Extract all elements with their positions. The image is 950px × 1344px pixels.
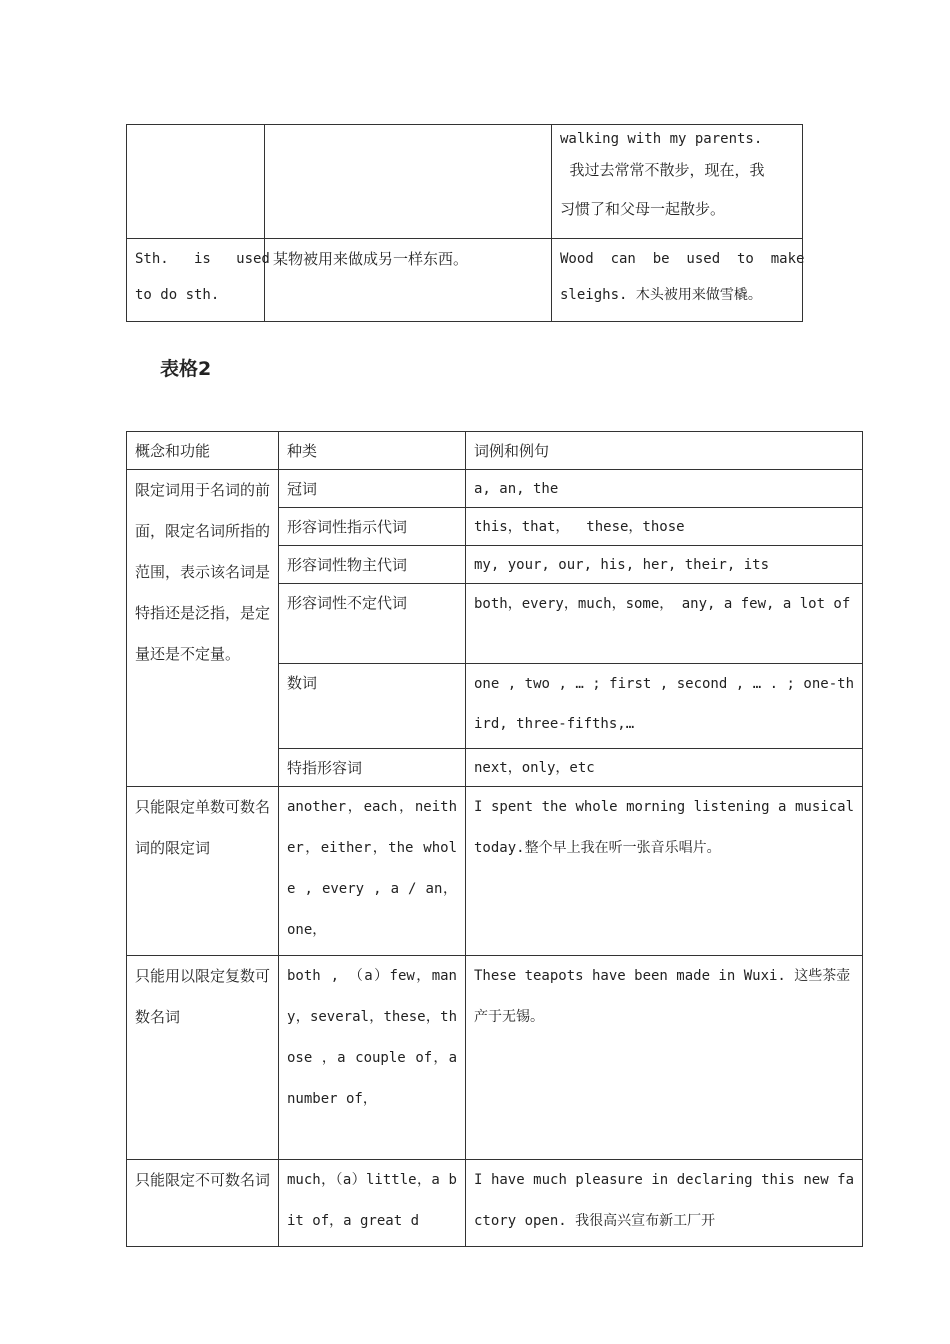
example-cell: both，every，much，some， any, a few, a lot of — [466, 584, 863, 664]
kind-cell: another，each，neither，either，the whole , every , a / an，one， — [279, 787, 466, 956]
example-cell: one , two , … ; first , second , … . ; one-third, three-fifths,… — [466, 664, 863, 749]
table-header-row — [127, 432, 863, 470]
kind-cell: 数词 — [279, 664, 466, 749]
table-row — [127, 1160, 863, 1247]
example-cell: I spent the whole morning listening a musical today.整个早上我在听一张音乐唱片。 — [466, 787, 863, 956]
cell-text: 我过去常常不散步，现在，我 — [560, 161, 765, 179]
table-cell — [127, 239, 270, 322]
cell-text: sleighs. 木头被用来做雪橇。 — [560, 287, 762, 303]
table-cell — [265, 125, 552, 239]
cell-text: to do sth. — [135, 287, 220, 303]
kind-cell: 特指形容词 — [279, 749, 466, 787]
example-cell: a, an, the — [466, 470, 863, 508]
kind-cell: 形容词性物主代词 — [279, 546, 466, 584]
example-cell: my, your, our, his, her, their, its — [466, 546, 863, 584]
table-row — [127, 956, 863, 1160]
table-row — [127, 239, 803, 322]
column-header: 概念和功能 — [127, 432, 279, 470]
table-row — [127, 470, 863, 508]
table-1 — [126, 124, 803, 322]
concept-cell: 只能用以限定复数可数名词 — [127, 956, 279, 1160]
kind-cell: 冠词 — [279, 470, 466, 508]
concept-cell: 限定词用于名词的前面，限定名词所指的范围，表示该名词是特指还是泛指，是定量还是不定量。 — [127, 470, 279, 787]
column-header: 种类 — [279, 432, 466, 470]
kind-cell: much，（a）little，a bit of，a great d — [279, 1160, 466, 1247]
example-cell: this，that， these，those — [466, 508, 863, 546]
table-2-heading: 表格2 — [160, 358, 212, 380]
cell-text: walking with my parents. — [560, 131, 763, 147]
table-2 — [126, 431, 863, 1247]
cell-text: Wood can be used to make — [560, 251, 805, 267]
column-header: 词例和例句 — [466, 432, 863, 470]
cell-text: Sth. is used — [135, 251, 270, 267]
kind-cell: 形容词性不定代词 — [279, 584, 466, 664]
table-cell: 某物被用来做成另一样东西。 — [265, 239, 552, 322]
table-row — [127, 787, 863, 956]
cell-text: 习惯了和父母一起散步。 — [560, 200, 726, 218]
kind-cell: 形容词性指示代词 — [279, 508, 466, 546]
example-cell: These teapots have been made in Wuxi. 这些茶壶产于无锡。 — [466, 956, 863, 1160]
table-cell — [127, 125, 265, 239]
example-cell: next，only，etc — [466, 749, 863, 787]
concept-cell: 只能限定单数可数名词的限定词 — [127, 787, 279, 956]
example-cell: I have much pleasure in declaring this new factory open. 我很高兴宣布新工厂开 — [466, 1160, 863, 1247]
table-row — [127, 125, 803, 239]
concept-cell: 只能限定不可数名词 — [127, 1160, 279, 1247]
table-cell — [552, 239, 803, 322]
kind-cell: both , （a）few，many，several，these，those ，a couple of，a number of， — [279, 956, 466, 1160]
table-cell — [552, 125, 803, 239]
